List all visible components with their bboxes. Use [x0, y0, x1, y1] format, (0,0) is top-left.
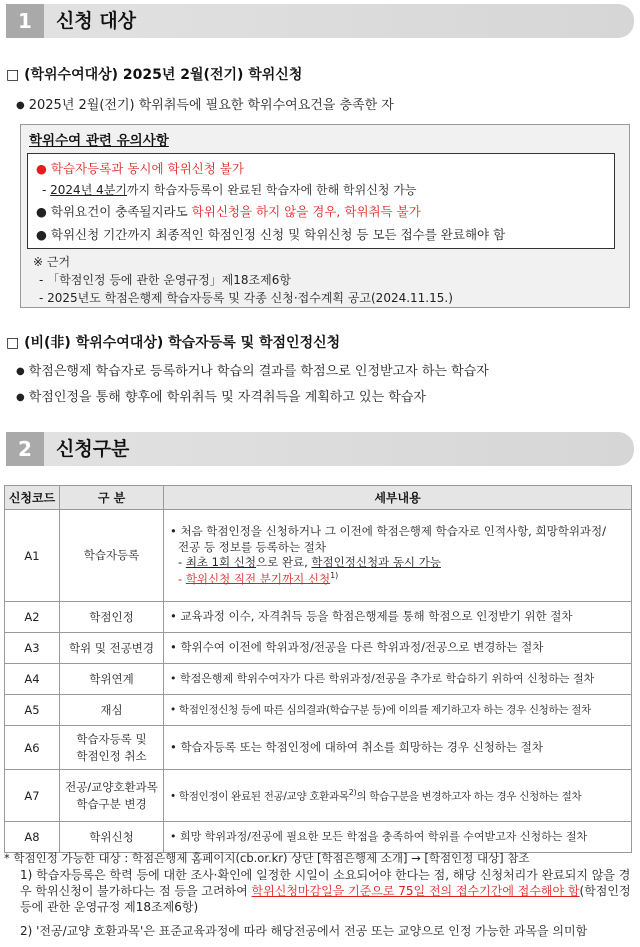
section-1-title: 신청 대상 — [56, 10, 137, 32]
table-row — [5, 510, 632, 602]
group-2-bullet-2: ● 학점인정을 통해 향후에 학위취득 및 자격취득을 계획하고 있는 학습자 — [16, 390, 426, 405]
application-type-table — [4, 485, 632, 853]
group-1-bullet: ● 2025년 2월(전기) 학위취득에 필요한 학위수여요건을 충족한 자 — [16, 98, 394, 113]
bullet-icon: ● — [36, 204, 51, 219]
table-row: A3 학위 및 전공변경 • 학위수여 이전에 학위과정/전공을 다른 학위과정/전공으로 변경하는 절차 — [5, 633, 632, 664]
header-type: 구 분 — [60, 486, 164, 510]
basis-1: - 「학점인정 등에 관한 운영규정」제18조제6항 — [39, 273, 291, 287]
row-code: A1 — [5, 510, 60, 602]
notice-line-4: ● 학위신청 기간까지 최종적인 학점인정 신청 및 학위신청 등 모든 접수를 완료해야 함 — [36, 227, 506, 242]
table-row: A7 전공/교양호환과목 학습구분 변경 • 학점인정이 완료된 전공/교양 호환과목$^{2)}$의 학습구분을 변경하고자 하는 경우 신청하는 절차 — [5, 770, 632, 822]
bullet-icon: ● — [36, 227, 51, 242]
notice-line-1: ● 학습자등록과 동시에 학위신청 불가 — [36, 161, 244, 176]
bullet-icon: ● — [36, 161, 51, 176]
section-1-number: 1 — [6, 4, 44, 38]
table-row: A4 학위연계 • 학점은행제 학위수여자가 다른 학위과정/전공을 추가로 학습하기 위하여 신청하는 절차 — [5, 664, 632, 695]
footnote-2: 2) '전공/교양 호환과목'은 표준교육과정에 따라 해당전공에서 전공 또는 교양으로 인정 가능한 과목을 의미함 — [20, 924, 588, 938]
bullet-icon: ● — [16, 392, 25, 403]
section-2-title: 신청구분 — [56, 438, 130, 460]
notice-line-3: ● 학위요건이 충족될지라도 학위신청을 하지 않을 경우, 학위취득 불가 — [36, 204, 421, 219]
header-code: 신청코드 — [5, 486, 60, 510]
group-1-heading: □ (학위수여대상) 2025년 2월(전기) 학위신청 — [6, 67, 303, 83]
row-desc: • 처음 학점인정을 신청하거나 그 이전에 학점은행제 학습자로 인적사항, 희망학위과정/ 전공 등 정보를 등록하는 절차 - 최초 1회 신청으로 완료, 학점인정신청과 동시 가능 - 학위신청 직전 분기까지 신청$^{1)}$ — [164, 510, 632, 602]
header-detail: 세부내용 — [164, 486, 632, 510]
basis-title: ※ 근거 — [33, 255, 71, 269]
footnote-star: * 학점인정 가능한 대상 : 학점은행제 홈페이지(cb.or.kr) 상단 [학점은행제 소개] → [학점인정 대상] 참조 — [4, 851, 530, 865]
notice-inner-box — [27, 153, 615, 249]
group-2-bullet-1: ● 학점은행제 학습자로 등록하거나 학습의 결과를 학점으로 인정받고자 하는 학습자 — [16, 364, 489, 379]
table-row: A6 학습자등록 및 학점인정 취소 • 학습자등록 또는 학점인정에 대하여 취소를 희망하는 경우 신청하는 절차 — [5, 726, 632, 770]
basis-2: - 2025년도 학점은행제 학습자등록 및 각종 신청·접수계획 공고(2024.11.15.) — [39, 291, 453, 305]
table-row: A8 학위신청 • 희망 학위과정/전공에 필요한 모든 학점을 충족하여 학위를 수여받고자 신청하는 절차 — [5, 822, 632, 853]
table-row: A2 학점인정 • 교육과정 이수, 자격취득 등을 학점은행제를 통해 학점으로 인정받기 위한 절차 — [5, 602, 632, 633]
notice-title: 학위수여 관련 유의사항 — [29, 133, 169, 149]
notice-box — [20, 124, 630, 308]
table-row: A5 재심 • 학점인정신청 등에 따른 심의결과(학습구분 등)에 이의를 제기하고자 하는 경우 신청하는 절차 — [5, 695, 632, 726]
bullet-icon: ● — [16, 366, 25, 377]
notice-line-2: - 2024년 4분기까지 학습자등록이 완료된 학습자에 한해 학위신청 가능 — [42, 183, 417, 197]
row-name: 학습자등록 — [60, 510, 164, 602]
bullet-icon: ● — [16, 100, 25, 111]
section-2-number: 2 — [6, 432, 44, 466]
group-2-heading: □ (비(非) 학위수여대상) 학습자등록 및 학점인정신청 — [6, 335, 341, 351]
footnote-1: 1) 학습자등록은 학력 등에 대한 조사·확인에 일정한 시일이 소요되어야 한다는 점, 해당 신청처리가 완료되지 않을 경우 학위신청이 불가하다는 점 등을 고려하여 학위신청마감일을 기준으로 75일 전의 접수기간에 접수해야 함(학점인정 등에 관한 운영규정 제18조제6항) — [20, 868, 631, 914]
table-header-row — [5, 486, 632, 510]
